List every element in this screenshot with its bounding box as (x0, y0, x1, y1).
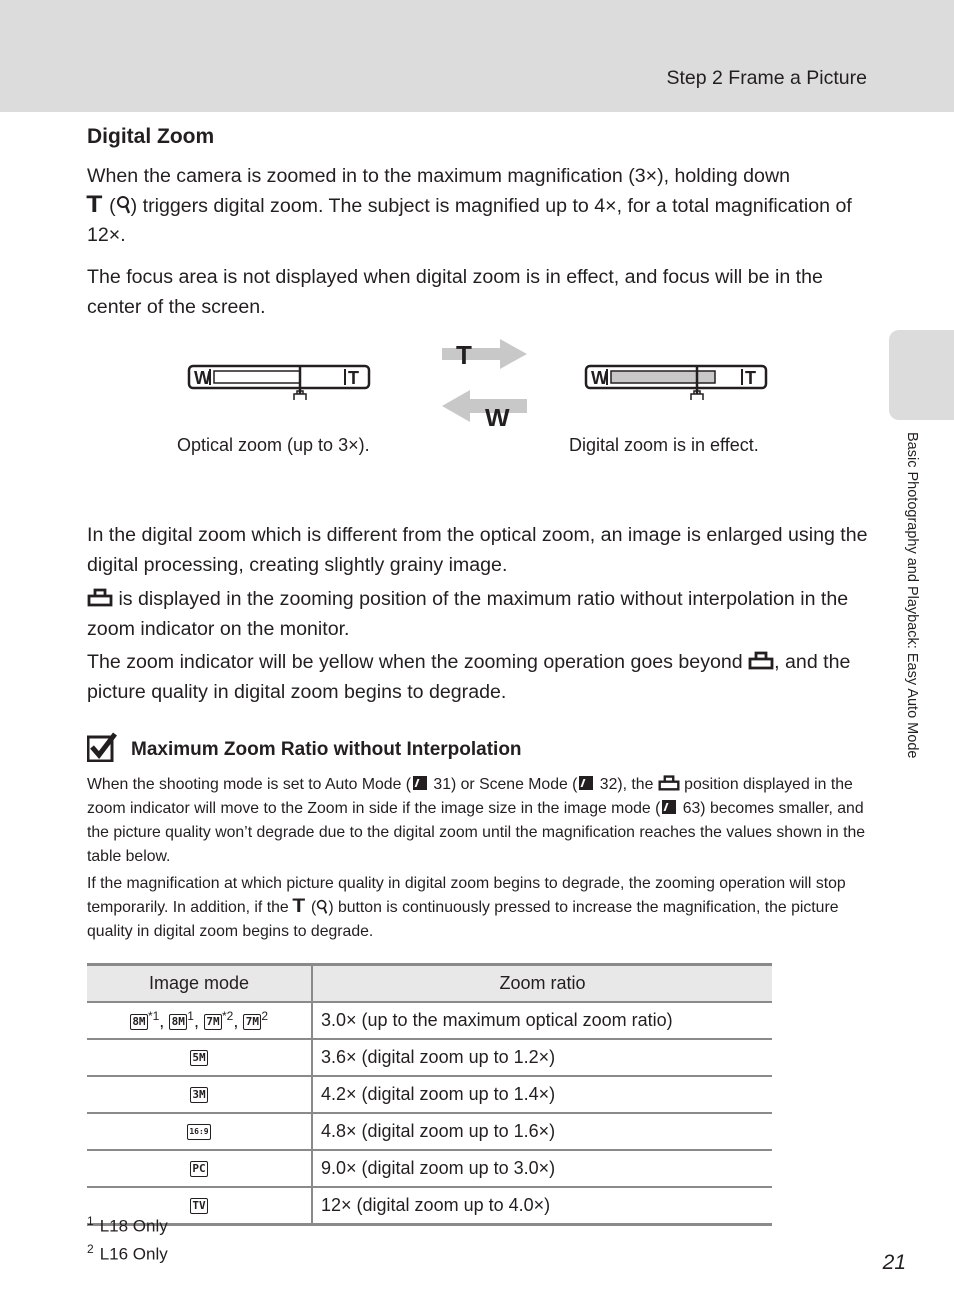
indicator-paragraph (87, 585, 872, 644)
page-number: 21 (882, 1251, 906, 1274)
caption-optical: Optical zoom (up to 3×). (177, 435, 370, 455)
footnote-mark: 1 (87, 1214, 94, 1228)
column-header-image-mode: Image mode (87, 965, 312, 1003)
zoom-diagram (180, 336, 820, 426)
table-row (87, 1187, 772, 1225)
zoom-ratio-cell: 9.0× (digital zoom up to 3.0×) (312, 1150, 772, 1187)
digital-zoom-indicator (586, 366, 766, 400)
note-paragraph-2 (87, 872, 867, 944)
paren-open: ( (109, 194, 116, 217)
yellow-text-a: The zoom indicator will be yellow when the zooming operation goes beyond (87, 651, 749, 673)
zoom-ratio-table (87, 963, 772, 1226)
image-mode-cell (87, 1113, 312, 1150)
page-ref-icon (413, 776, 427, 790)
tele-arrow-label: T (456, 340, 472, 370)
footnote-mark: *1 (147, 1009, 160, 1023)
t-button-glyph: T (292, 896, 306, 917)
note-text: 63) becomes smaller, and the picture quality won’t degrade due to the digital zoom until the magnification reaches the values shown in the table below. (87, 800, 866, 865)
magnify-icon (316, 899, 328, 915)
caption-digital: Digital zoom is in effect. (569, 435, 759, 455)
note-text: When the shooting mode is set to Auto Mode ( (87, 776, 412, 793)
note-check-icon (87, 732, 117, 762)
image-mode-cell: 8M $^{*1}$, 8M $^1$, 7M $^{*2}$, 7M $^2$ (87, 1002, 312, 1039)
zoom-ratio-cell: 3.0× (up to the maximum optical zoom ratio) (312, 1002, 772, 1039)
table-row (87, 1150, 772, 1187)
image-mode-cell (87, 1150, 312, 1187)
grainy-paragraph: In the digital zoom which is different from the optical zoom, an image is enlarged using the digital processing, creating slightly grainy image. (87, 524, 868, 576)
zoom-ratio-cell: 12× (digital zoom up to 4.0×) (312, 1187, 772, 1225)
image-mode-7m-icon: 7M (243, 1014, 261, 1030)
column-header-zoom-ratio: Zoom ratio (312, 965, 772, 1003)
image-mode-8m-icon: 8M (169, 1014, 187, 1030)
footnote-mark: 2 (261, 1009, 269, 1023)
footnote-1 (87, 1214, 168, 1237)
table-row (87, 1039, 772, 1076)
image-mode-8m-icon: 8M (130, 1014, 148, 1030)
header-band (0, 0, 954, 112)
image-mode-7m-icon: 7M (204, 1014, 222, 1030)
max-ratio-icon (658, 774, 680, 791)
image-mode-5m-icon: 5M (190, 1050, 208, 1066)
table-row (87, 1113, 772, 1150)
table-row (87, 1002, 772, 1039)
image-mode-pc-icon: PC (190, 1161, 208, 1177)
intro-text-b: ) triggers digital zoom. The subject is magnified up to 4×, for a total magnification of 12×. (87, 194, 852, 246)
image-mode-cell (87, 1076, 312, 1113)
zoom-ratio-cell: 3.6× (digital zoom up to 1.2×) (312, 1039, 772, 1076)
note-text: If the magnification at which picture quality in digital zoom begins to degrade, the zooming operation will stop temporarily. In addition, if the (87, 875, 846, 916)
page-ref-icon (579, 776, 593, 790)
table-header-row (87, 965, 772, 1003)
footnote-2 (87, 1242, 168, 1265)
footnote-text: L18 Only (99, 1216, 168, 1236)
note-title: Maximum Zoom Ratio without Interpolation (131, 739, 522, 760)
table-row (87, 1076, 772, 1113)
note-text: ( (306, 899, 317, 916)
focus-paragraph: The focus area is not displayed when digital zoom is in effect, and focus will be in the center of the screen. (87, 266, 823, 318)
image-mode-cell (87, 1039, 312, 1076)
yellow-text-b: , and the picture quality in digital zoom begins to degrade. (87, 651, 851, 703)
footnote-text: L16 Only (99, 1244, 168, 1264)
intro-paragraph (87, 162, 872, 251)
note-paragraph-1 (87, 773, 867, 869)
intro-text-a: When the camera is zoomed in to the maximum magnification (3×), holding down (87, 165, 790, 187)
page-header-title: Step 2 Frame a Picture (666, 67, 867, 89)
indicator-t-label: T (348, 368, 359, 388)
indicator-text: is displayed in the zooming position of the maximum ratio without interpolation in the zoom indicator on the monitor. (87, 588, 849, 640)
footnote-mark: 2 (87, 1242, 94, 1256)
zoom-ratio-cell: 4.2× (digital zoom up to 1.4×) (312, 1076, 772, 1113)
note-text: position displayed in the zoom indicator will move to the Zoom in side if the image size in the image mode ( (87, 776, 853, 817)
image-mode-16-9-icon: 16:9 (187, 1124, 210, 1140)
magnify-icon (116, 195, 131, 215)
footnote-mark: 1 (187, 1009, 194, 1023)
footnote-mark: *2 (222, 1009, 234, 1023)
note-text: 31) or Scene Mode ( (429, 776, 578, 793)
zoom-ratio-cell: 4.8× (digital zoom up to 1.6×) (312, 1113, 772, 1150)
max-ratio-icon (748, 650, 774, 670)
indicator-w-label: W (591, 368, 608, 388)
note-text: 32), the (595, 776, 658, 793)
image-mode-tv-icon: TV (190, 1198, 208, 1214)
t-button-glyph: T (86, 190, 103, 218)
optical-zoom-indicator (189, 366, 369, 400)
side-tab (889, 330, 954, 420)
indicator-w-label: W (194, 368, 211, 388)
note-text: ) button is continuously pressed to increase the magnification, the picture quality in digital zoom begins to degrade. (87, 899, 839, 940)
yellow-paragraph (87, 648, 872, 707)
wide-arrow-label: W (485, 403, 510, 426)
side-chapter-label: Basic Photography and Playback: Easy Auto Mode (904, 432, 920, 759)
image-mode-3m-icon: 3M (190, 1087, 208, 1103)
section-title: Digital Zoom (87, 125, 215, 148)
page-ref-icon (662, 800, 676, 814)
max-ratio-icon (87, 587, 113, 607)
indicator-t-label: T (745, 368, 756, 388)
zoom-arrows (442, 339, 527, 426)
